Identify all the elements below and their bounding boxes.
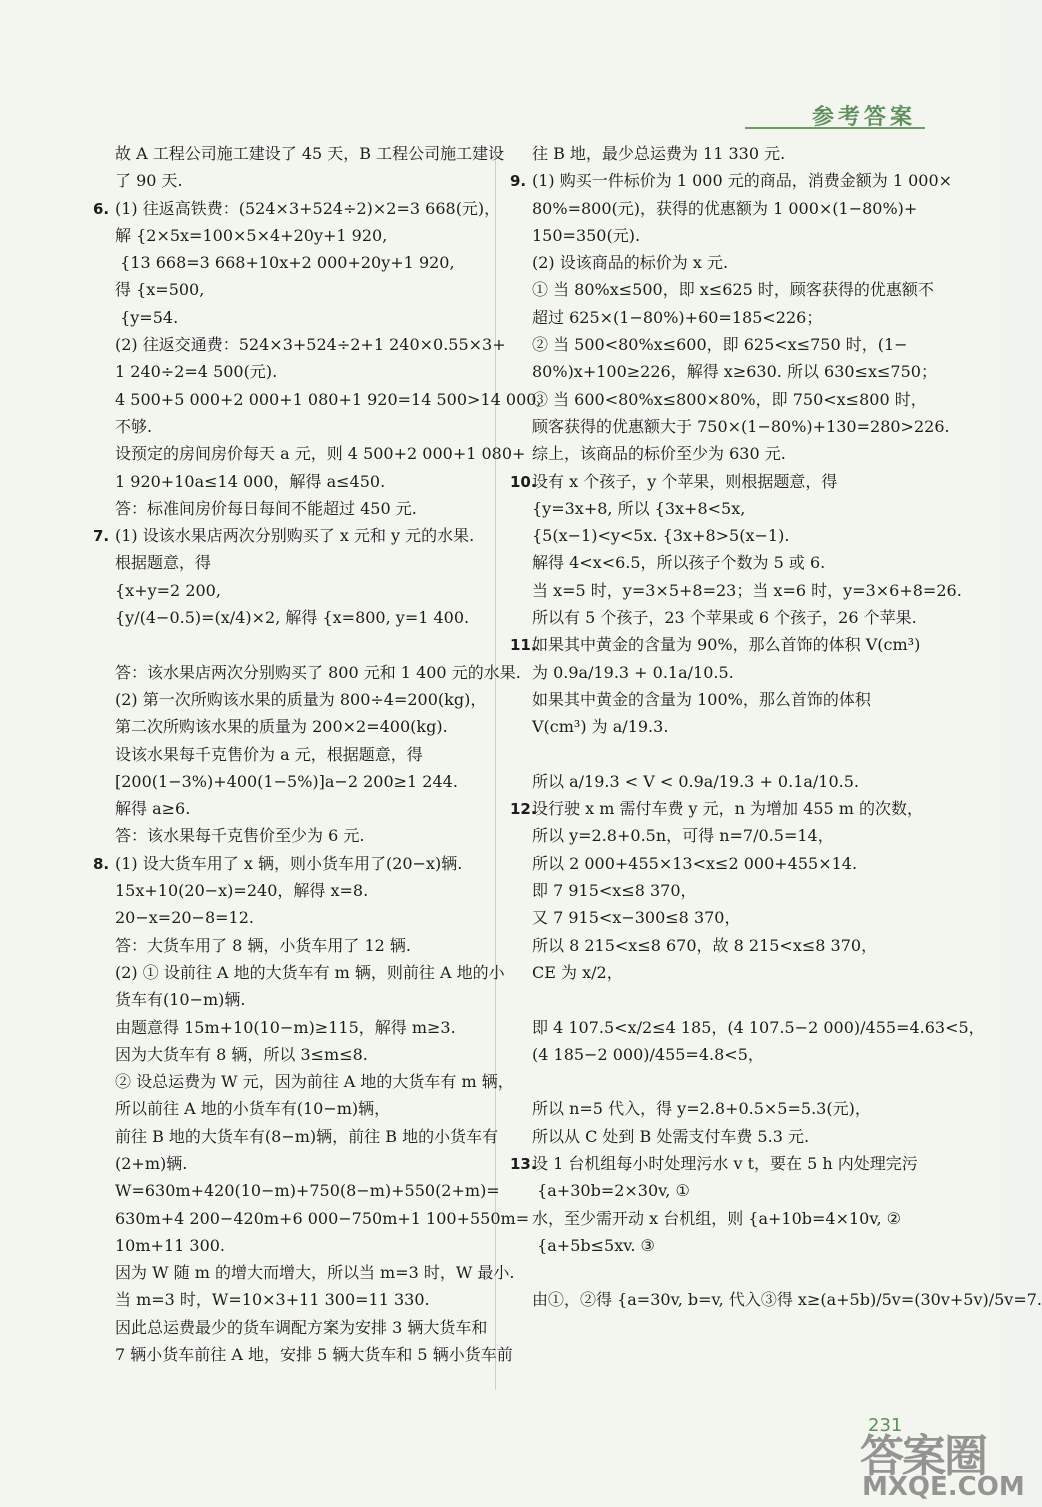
text-line <box>510 1286 1042 1313</box>
problem-number: 6. <box>93 199 110 218</box>
text-line <box>510 413 950 440</box>
line-text: (1) 往返高铁费：(524×3+524÷2)×2=3 668(元)， <box>115 198 501 218</box>
text-line <box>510 932 928 959</box>
text-line <box>93 1095 486 1122</box>
problem-number: 7. <box>93 527 110 546</box>
line-text: 所以 8 215<x≤8 670，故 8 215<x≤8 370， <box>532 935 878 955</box>
line-text: {a+5b≤5xv. ③ <box>532 1235 655 1255</box>
line-text: 设 1 台机组每小时处理污水 v t，要在 5 h 内处理完污 <box>532 1153 918 1173</box>
line-text: W=630m+420(10−m)+750(8−m)+550(2+m)= <box>115 1181 500 1201</box>
line-text: V(cm³) 为 a/19.3. <box>532 717 669 737</box>
line-text: 如果其中黄金的含量为 90%，那么首饰的体积 V(cm³) <box>532 635 921 655</box>
line-text: (1) 设大货车用了 x 辆，则小货车用了(20−x)辆. <box>115 853 463 873</box>
line-text: 为 0.9a/19.3 + 0.1a/10.5. <box>532 662 734 682</box>
text-line <box>93 877 486 904</box>
line-text: 故 A 工程公司施工建设了 45 天，B 工程公司施工建设 <box>115 144 505 163</box>
text-line <box>93 358 486 385</box>
text-line <box>510 850 928 877</box>
line-text: 解得 a≥6. <box>115 799 191 819</box>
line-text: ② 设总运费为 W 元，因为前往 A 地的大货车有 m 辆， <box>115 1072 514 1092</box>
text-line <box>93 577 486 604</box>
text-line <box>93 713 486 740</box>
text-line <box>93 604 486 631</box>
problem-number: 11. <box>510 636 537 655</box>
line-text: 答：该水果店两次分别购买了 800 元和 1 400 元的水果. <box>115 662 521 682</box>
line-text: 4 500+5 000+2 000+1 080+1 920=14 500>14 000, <box>115 389 542 409</box>
line-text: 了 90 天. <box>115 171 183 191</box>
line-text: {a+30b=2×30v, ① <box>532 1181 690 1201</box>
line-text: 综上，该商品的标价至少为 630 元. <box>532 444 786 464</box>
text-line <box>510 140 928 167</box>
text-line <box>93 522 486 549</box>
text-line <box>93 468 486 495</box>
text-line <box>510 358 937 385</box>
line-text: 所以 n=5 代入，得 y=2.8+0.5×5=5.3(元)， <box>532 1099 871 1119</box>
text-line <box>510 222 928 249</box>
line-text: 630m+4 200−420m+6 000−750m+1 100+550m= <box>115 1208 530 1228</box>
line-text: 答：大货车用了 8 辆，小货车用了 12 辆. <box>115 935 411 955</box>
line-text: ① 当 80%x≤500，即 x≤625 时，顾客获得的优惠额不 <box>532 280 934 300</box>
text-line <box>510 1177 928 1204</box>
line-text: 由题意得 15m+10(10−m)≥115，解得 m≥3. <box>115 1017 456 1037</box>
line-text: 因为大货车有 8 辆，所以 3≤m≤8. <box>115 1044 368 1064</box>
line-text: (1) 购买一件标价为 1 000 元的商品，消费金额为 1 000× <box>532 171 953 191</box>
problem-number: 9. <box>510 172 527 191</box>
line-text: 因此总运费最少的货车调配方案为安排 3 辆大货车和 <box>115 1317 488 1337</box>
line-text: 由①，②得 {a=30v, b=v, 代入③得 x≥(a+5b)/5v=(30v+5v)/5v=7. <box>532 1290 1042 1310</box>
text-line <box>510 822 928 849</box>
text-line <box>510 167 953 194</box>
line-text: 答：该水果每千克售价至少为 6 元. <box>115 826 365 846</box>
text-line <box>93 904 486 931</box>
text-line <box>93 741 486 768</box>
text-line <box>93 1177 500 1204</box>
text-line <box>510 549 928 576</box>
text-line <box>510 522 928 549</box>
line-text: 15x+10(20−x)=240，解得 x=8. <box>115 881 369 901</box>
problem-number: 13. <box>510 1154 537 1173</box>
text-line <box>93 331 506 358</box>
page-number: 231 <box>868 1415 903 1436</box>
text-line <box>510 331 928 358</box>
line-text: 所以 a/19.3 < V < 0.9a/19.3 + 0.1a/10.5. <box>532 771 860 791</box>
text-line <box>93 440 526 467</box>
line-text: 前往 B 地的大货车有(8−m)辆，前往 B 地的小货车有 <box>115 1126 499 1146</box>
text-line <box>93 304 486 331</box>
text-line <box>510 904 928 931</box>
text-line <box>510 877 928 904</box>
problem-number: 10. <box>510 472 537 491</box>
line-text: 10m+11 300. <box>115 1235 226 1255</box>
line-text: 得 {x=500, <box>115 280 205 300</box>
text-line <box>93 1150 486 1177</box>
line-text: 又 7 915<x−300≤8 370， <box>532 908 741 928</box>
line-text: 当 m=3 时，W=10×3+11 300=11 330. <box>115 1290 430 1310</box>
text-line <box>93 1259 515 1286</box>
text-line <box>93 195 501 222</box>
text-line <box>510 604 928 631</box>
text-line <box>510 195 928 222</box>
line-text: 第二次所购该水果的质量为 200×2=400(kg). <box>115 717 448 737</box>
text-line <box>510 1232 928 1259</box>
watermark-url: MXQE.COM <box>862 1472 1025 1502</box>
line-text: 设行驶 x m 需付车费 y 元，n 为增加 455 m 的次数， <box>532 799 924 819</box>
line-text: 因为 W 随 m 的增大而增大，所以当 m=3 时，W 最小. <box>115 1263 515 1283</box>
text-line <box>510 1150 928 1177</box>
text-line <box>510 1259 928 1286</box>
line-text: 80%=800(元)，获得的优惠额为 1 000×(1−80%)+ <box>532 198 918 218</box>
text-line <box>93 1123 499 1150</box>
text-line <box>510 1123 928 1150</box>
text-line <box>510 304 928 331</box>
text-line <box>93 795 486 822</box>
text-line <box>93 631 486 658</box>
line-text: (2) 第一次所购该水果的质量为 800÷4=200(kg)， <box>115 689 487 709</box>
text-line <box>510 959 928 986</box>
line-text: 当 x=5 时，y=3×5+8=23；当 x=6 时，y=3×6+8=26. <box>532 580 962 600</box>
line-text: 设有 x 个孩子，y 个苹果，则根据题意，得 <box>532 471 838 491</box>
text-line <box>510 577 962 604</box>
text-line <box>93 1314 486 1341</box>
line-text: {y/(4−0.5)=(x/4)×2, 解得 {x=800, y=1 400. <box>115 608 470 628</box>
text-line <box>93 549 486 576</box>
line-text: 根据题意，得 <box>115 553 212 573</box>
line-text: 即 7 915<x≤8 370， <box>532 881 697 901</box>
problem-number: 12. <box>510 800 537 819</box>
text-line <box>510 686 928 713</box>
text-line <box>93 1341 513 1368</box>
page-header-title: 参考答案 <box>812 105 917 130</box>
text-line <box>93 413 486 440</box>
text-line <box>93 1286 486 1313</box>
text-line <box>510 1205 928 1232</box>
text-line <box>93 659 521 686</box>
line-text: CE 为 x/2， <box>532 962 623 982</box>
line-text: {13 668=3 668+10x+2 000+20y+1 920, <box>115 253 455 273</box>
text-line <box>510 986 928 1013</box>
text-line <box>510 659 928 686</box>
text-line <box>510 1068 928 1095</box>
text-line <box>510 1041 928 1068</box>
text-line <box>93 1232 486 1259</box>
line-text: 设预定的房间房价每天 a 元，则 4 500+2 000+1 080+ <box>115 444 526 464</box>
line-text: 所以 2 000+455×13<x≤2 000+455×14. <box>532 853 858 873</box>
watermark-text: 答案圈 <box>860 1431 986 1482</box>
problem-number: 8. <box>93 854 110 873</box>
text-line <box>510 1014 985 1041</box>
line-text: {x+y=2 200, <box>115 580 221 600</box>
text-line <box>510 468 928 495</box>
text-line <box>510 795 928 822</box>
line-text: (4 185−2 000)/455=4.8<5， <box>532 1044 764 1064</box>
text-line <box>510 249 928 276</box>
line-text: 所以从 C 处到 B 处需支付车费 5.3 元. <box>532 1126 810 1146</box>
line-text: 即 4 107.5<x/2≤4 185，(4 107.5−2 000)/455=4.63<5， <box>532 1017 985 1037</box>
text-line <box>93 1041 486 1068</box>
line-text: {5(x−1)<y<5x. {3x+8>5(x−1). <box>532 526 790 546</box>
left-column <box>93 140 542 1368</box>
text-line <box>510 386 928 413</box>
text-line <box>93 276 486 303</box>
text-line <box>510 768 928 795</box>
text-line <box>93 686 486 713</box>
right-column <box>510 140 1042 1314</box>
watermark-logo <box>860 1420 1025 1507</box>
line-text: ③ 当 600<80%x≤800×80%，即 750<x≤800 时， <box>532 389 927 409</box>
line-text: 超过 625×(1−80%)+60=185<226； <box>532 307 823 327</box>
line-text: 1 920+10a≤14 000，解得 a≤450. <box>115 471 386 491</box>
line-text: (2+m)辆. <box>115 1153 188 1173</box>
line-text: 往 B 地，最少总运费为 11 330 元. <box>532 144 786 163</box>
text-line <box>510 440 928 467</box>
line-text: 水，至少需开动 x 台机组，则 {a+10b=4×10v, ② <box>532 1208 902 1228</box>
line-text: (2) 往返交通费：524×3+524÷2+1 240×0.55×3+ <box>115 335 506 355</box>
line-text: [200(1−3%)+400(1−5%)]a−2 200≥1 244. <box>115 771 458 791</box>
text-line <box>93 1205 530 1232</box>
text-line <box>510 276 934 303</box>
text-line <box>93 850 486 877</box>
line-text: (2) ① 设前往 A 地的大货车有 m 辆，则前往 A 地的小 <box>115 962 505 982</box>
text-line <box>93 495 486 522</box>
text-line <box>510 741 928 768</box>
text-line <box>93 1014 486 1041</box>
text-line <box>93 222 486 249</box>
text-line <box>93 386 542 413</box>
line-text: 7 辆小货车前往 A 地，安排 5 辆大货车和 5 辆小货车前 <box>115 1345 513 1365</box>
line-text: 1 240÷2=4 500(元). <box>115 362 278 382</box>
text-line <box>510 495 928 522</box>
line-text: {y=3x+8, 所以 {3x+8<5x, <box>532 498 746 518</box>
line-text: 货车有(10−m)辆. <box>115 990 246 1010</box>
text-line <box>510 1095 928 1122</box>
text-line <box>93 986 486 1013</box>
line-text: 答：标准间房价每日每间不能超过 450 元. <box>115 498 417 518</box>
text-line <box>93 140 505 167</box>
line-text: (1) 设该水果店两次分别购买了 x 元和 y 元的水果. <box>115 526 475 546</box>
line-text: 150=350(元). <box>532 225 641 245</box>
line-text: ② 当 500<80%x≤600，即 625<x≤750 时，(1− <box>532 335 908 355</box>
text-line <box>93 1068 514 1095</box>
text-line <box>93 822 486 849</box>
line-text: 所以有 5 个孩子，23 个苹果或 6 个孩子，26 个苹果. <box>532 608 917 628</box>
line-text: 顾客获得的优惠额大于 750×(1−80%)+130=280>226. <box>532 416 950 436</box>
line-text: 解得 4<x<6.5，所以孩子个数为 5 或 6. <box>532 553 826 573</box>
text-line <box>93 959 505 986</box>
line-text: {y=54. <box>115 307 179 327</box>
text-line <box>93 932 486 959</box>
line-text: 设该水果每千克售价为 a 元，根据题意，得 <box>115 744 423 764</box>
line-text: 如果其中黄金的含量为 100%，那么首饰的体积 <box>532 689 871 709</box>
line-text: (2) 设该商品的标价为 x 元. <box>532 253 729 273</box>
line-text: 不够. <box>115 416 153 436</box>
text-line <box>93 249 486 276</box>
line-text: 80%)x+100≥226，解得 x≥630. 所以 630≤x≤750； <box>532 362 937 382</box>
line-text: 所以 y=2.8+0.5n，可得 n=7/0.5=14， <box>532 826 834 846</box>
text-line <box>93 768 486 795</box>
line-text: 所以前往 A 地的小货车有(10−m)辆， <box>115 1099 391 1119</box>
line-text: 解 {2×5x=100×5×4+20y+1 920, <box>115 225 388 245</box>
text-line <box>93 167 486 194</box>
line-text: 20−x=20−8=12. <box>115 908 254 928</box>
text-line <box>510 631 928 658</box>
text-line <box>510 713 928 740</box>
